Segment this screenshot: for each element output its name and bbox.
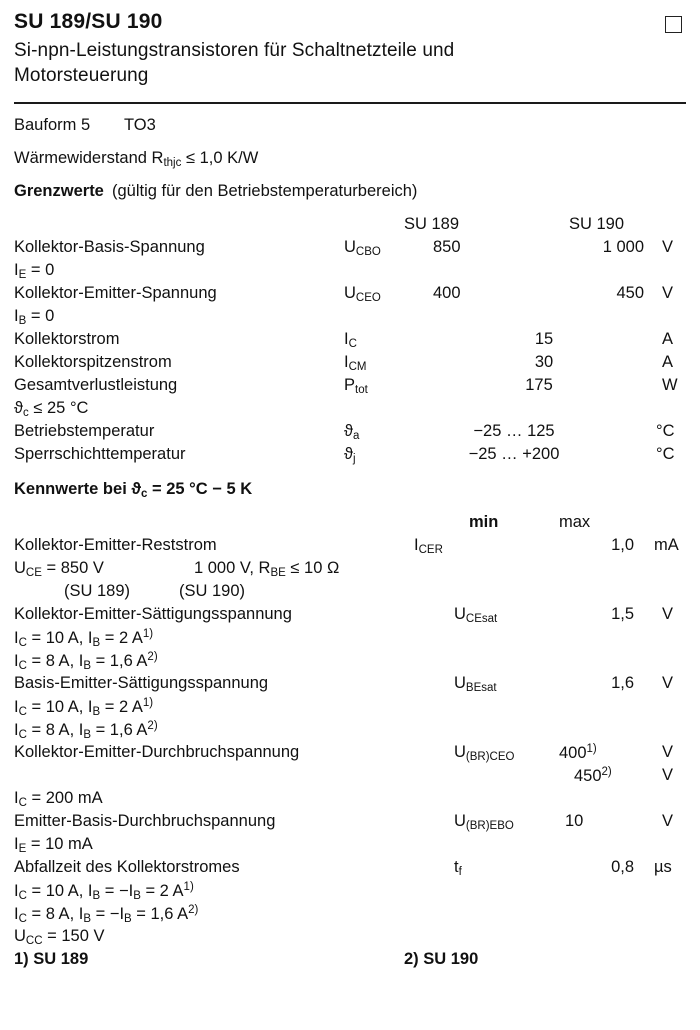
limits-heading-note: (gültig für den Betriebstemperaturbereich)	[112, 182, 418, 201]
limit-symbol: $I_C$	[344, 330, 357, 351]
characteristic-max: 1,0	[611, 536, 634, 555]
limit-name: Kollektorspitzenstrom	[14, 353, 172, 372]
package-label: Bauform 5	[14, 116, 91, 135]
characteristic-condition: $I_C = 10$ A, $I_B = -I_B = 2$ $A^{1)}$	[14, 881, 194, 903]
limit-unit: W	[662, 376, 678, 395]
characteristic-condition: $U_{CC} = 150$ V	[14, 927, 105, 948]
limit-condition: $I_E = 0$	[14, 261, 55, 282]
characteristic-condition: $I_C = 10$ A, $I_B = 2$ $A^{1)}$	[14, 628, 154, 650]
limit-name: Kollektor-Basis-Spannung	[14, 238, 205, 257]
col-head-min: min	[469, 513, 499, 532]
limit-unit: V	[662, 284, 674, 303]
thermal-subscript: thjc	[163, 157, 182, 170]
characteristic-condition: $U_{CE} = 850$ V	[14, 559, 104, 580]
condition-row	[14, 628, 686, 651]
characteristic-symbol: $t_f$	[454, 858, 462, 879]
characteristic-condition-su189: (SU 189)	[64, 582, 131, 601]
limit-name: Sperrschichttemperatur	[14, 445, 186, 464]
table-row	[14, 445, 686, 468]
package-row	[14, 116, 686, 142]
limits-column-headers	[14, 215, 686, 238]
footnotes-row	[14, 950, 686, 973]
table-row	[14, 353, 686, 376]
table-row	[14, 858, 686, 881]
characteristic-condition-su190: (SU 190)	[179, 582, 246, 601]
characteristic-symbol: $U_{BEsat}$	[454, 674, 497, 695]
characteristic-min: 400$^{1)}$	[559, 743, 597, 763]
condition-row	[14, 559, 686, 582]
condition-row	[14, 399, 686, 422]
characteristic-max: 1,6	[611, 674, 634, 693]
characteristic-condition: $I_C = 8$ A, $I_B = 1,6$ $A^{2)}$	[14, 720, 158, 742]
characteristic-max: 0,8	[611, 858, 634, 877]
characteristic-symbol: $I_{CER}$	[414, 536, 443, 557]
characteristic-name: Kollektor-Emitter-Sättigungsspannung	[14, 605, 292, 624]
limits-col-head-2: SU 190	[569, 215, 625, 234]
thermal-value: ≤ 1,0 K/W	[181, 149, 259, 168]
limit-symbol: $U_{CEO}$	[344, 284, 381, 305]
condition-row	[14, 789, 686, 812]
limit-value-2: 450	[616, 284, 644, 303]
characteristic-name: Kollektor-Emitter-Durchbruchspannung	[14, 743, 300, 762]
limit-symbol: $I_{CM}$	[344, 353, 367, 374]
limit-value-2: 30	[534, 353, 554, 372]
table-row	[14, 743, 686, 766]
characteristic-unit: V	[662, 674, 674, 693]
characteristic-condition: $I_C = 10$ A, $I_B = 2$ $A^{1)}$	[14, 697, 154, 719]
table-row	[14, 605, 686, 628]
limit-value-2: −25 … 125	[473, 422, 555, 441]
characteristic-unit: V	[662, 812, 674, 831]
characteristic-condition: $I_C = 8$ A, $I_B = 1,6$ $A^{2)}$	[14, 651, 158, 673]
characteristic-name: Basis-Emitter-Sättigungsspannung	[14, 674, 269, 693]
table-row	[14, 238, 686, 261]
table-row	[14, 674, 686, 697]
limit-condition: $I_B = 0$	[14, 307, 55, 328]
characteristic-unit: µs	[654, 858, 672, 877]
condition-row	[14, 881, 686, 904]
footnote-1: 1) SU 189	[14, 950, 89, 969]
square-icon	[665, 16, 682, 33]
table-row	[14, 376, 686, 399]
limits-heading: Grenzwerte	[14, 182, 104, 201]
limit-symbol: $ϑ_j$	[344, 445, 356, 466]
page-title: SU 189/SU 190	[14, 10, 163, 33]
limit-value-2: 1 000	[602, 238, 644, 257]
limit-symbol: $P_{tot}$	[344, 376, 368, 397]
characteristic-min: 450$^{2)}$	[574, 766, 612, 786]
limit-unit: V	[662, 238, 674, 257]
condition-row	[14, 697, 686, 720]
limit-name: Gesamtverlustleistung	[14, 376, 178, 395]
limit-unit: °C	[656, 445, 675, 464]
limit-value-2: 175	[525, 376, 553, 395]
footnote-2: 2) SU 190	[404, 950, 479, 969]
limit-name: Kollektor-Emitter-Spannung	[14, 284, 217, 303]
condition-row	[14, 582, 686, 605]
thermal-resistance-row	[14, 149, 686, 175]
table-row	[14, 422, 686, 445]
characteristic-condition: $I_C = 200$ mA	[14, 789, 103, 810]
table-row	[14, 330, 686, 353]
limit-symbol: $ϑ_a$	[344, 422, 360, 443]
characteristic-name: Emitter-Basis-Durchbruchspannung	[14, 812, 276, 831]
characteristic-symbol: $U_{(BR)CEO}$	[454, 743, 515, 764]
limit-unit: °C	[656, 422, 675, 441]
condition-row	[14, 835, 686, 858]
characteristic-unit: V	[662, 605, 674, 624]
table-row	[14, 536, 686, 559]
limit-value-2: 15	[534, 330, 554, 349]
col-head-max: max	[559, 513, 591, 532]
condition-row	[14, 904, 686, 927]
limit-condition: $ϑ_c \le 25$ °C	[14, 399, 89, 420]
characteristics-heading-row	[14, 480, 686, 506]
characteristic-name: Kollektor-Emitter-Reststrom	[14, 536, 217, 555]
characteristic-condition-2: 1 000 V, $R_{BE} \le 10$ Ω	[194, 559, 340, 580]
characteristic-unit: V	[662, 766, 674, 785]
characteristic-min: 10	[565, 812, 584, 831]
subtitle-line-2: Motorsteuerung	[14, 65, 149, 87]
limit-unit: A	[662, 330, 674, 349]
table-row	[14, 812, 686, 835]
limit-symbol: $U_{CBO}$	[344, 238, 381, 259]
characteristic-symbol: $U_{(BR)EBO}$	[454, 812, 514, 833]
package-value: TO3	[124, 116, 156, 135]
condition-row	[14, 261, 686, 284]
characteristic-condition: $I_E = 10$ mA	[14, 835, 93, 856]
limit-name: Betriebstemperatur	[14, 422, 155, 441]
characteristic-unit: V	[662, 743, 674, 762]
limit-value-1: 850	[433, 238, 461, 257]
limit-name: Kollektorstrom	[14, 330, 120, 349]
table-row	[14, 766, 686, 789]
characteristic-symbol: $U_{CEsat}$	[454, 605, 498, 626]
characteristic-name: Abfallzeit des Kollektorstromes	[14, 858, 240, 877]
limits-heading-row	[14, 182, 686, 208]
condition-row	[14, 307, 686, 330]
condition-row	[14, 651, 686, 674]
condition-row	[14, 927, 686, 950]
limits-col-head-1: SU 189	[404, 215, 460, 234]
subtitle-line-1: Si-npn-Leistungstransistoren für Schaltnetzteile und	[14, 40, 455, 61]
condition-row	[14, 720, 686, 743]
limit-value-2: −25 … +200	[468, 445, 560, 464]
thermal-resistance-label: Wärmewiderstand $R_{thjc} \le 1,0$ K/W	[14, 149, 259, 170]
characteristic-condition: $I_C = 8$ A, $I_B = -I_B = 1,6$ $A^{2)}$	[14, 904, 199, 926]
limit-unit: A	[662, 353, 674, 372]
characteristic-max: 1,5	[611, 605, 634, 624]
limit-value-1: 400	[433, 284, 461, 303]
header	[0, 0, 700, 34]
table-row	[14, 284, 686, 307]
characteristics-heading: Kennwerte bei $ϑ_c = 25$ °C − 5 K	[14, 480, 253, 501]
characteristics-column-headers	[14, 513, 686, 536]
characteristic-unit: mA	[654, 536, 679, 555]
subtitle	[0, 34, 700, 88]
